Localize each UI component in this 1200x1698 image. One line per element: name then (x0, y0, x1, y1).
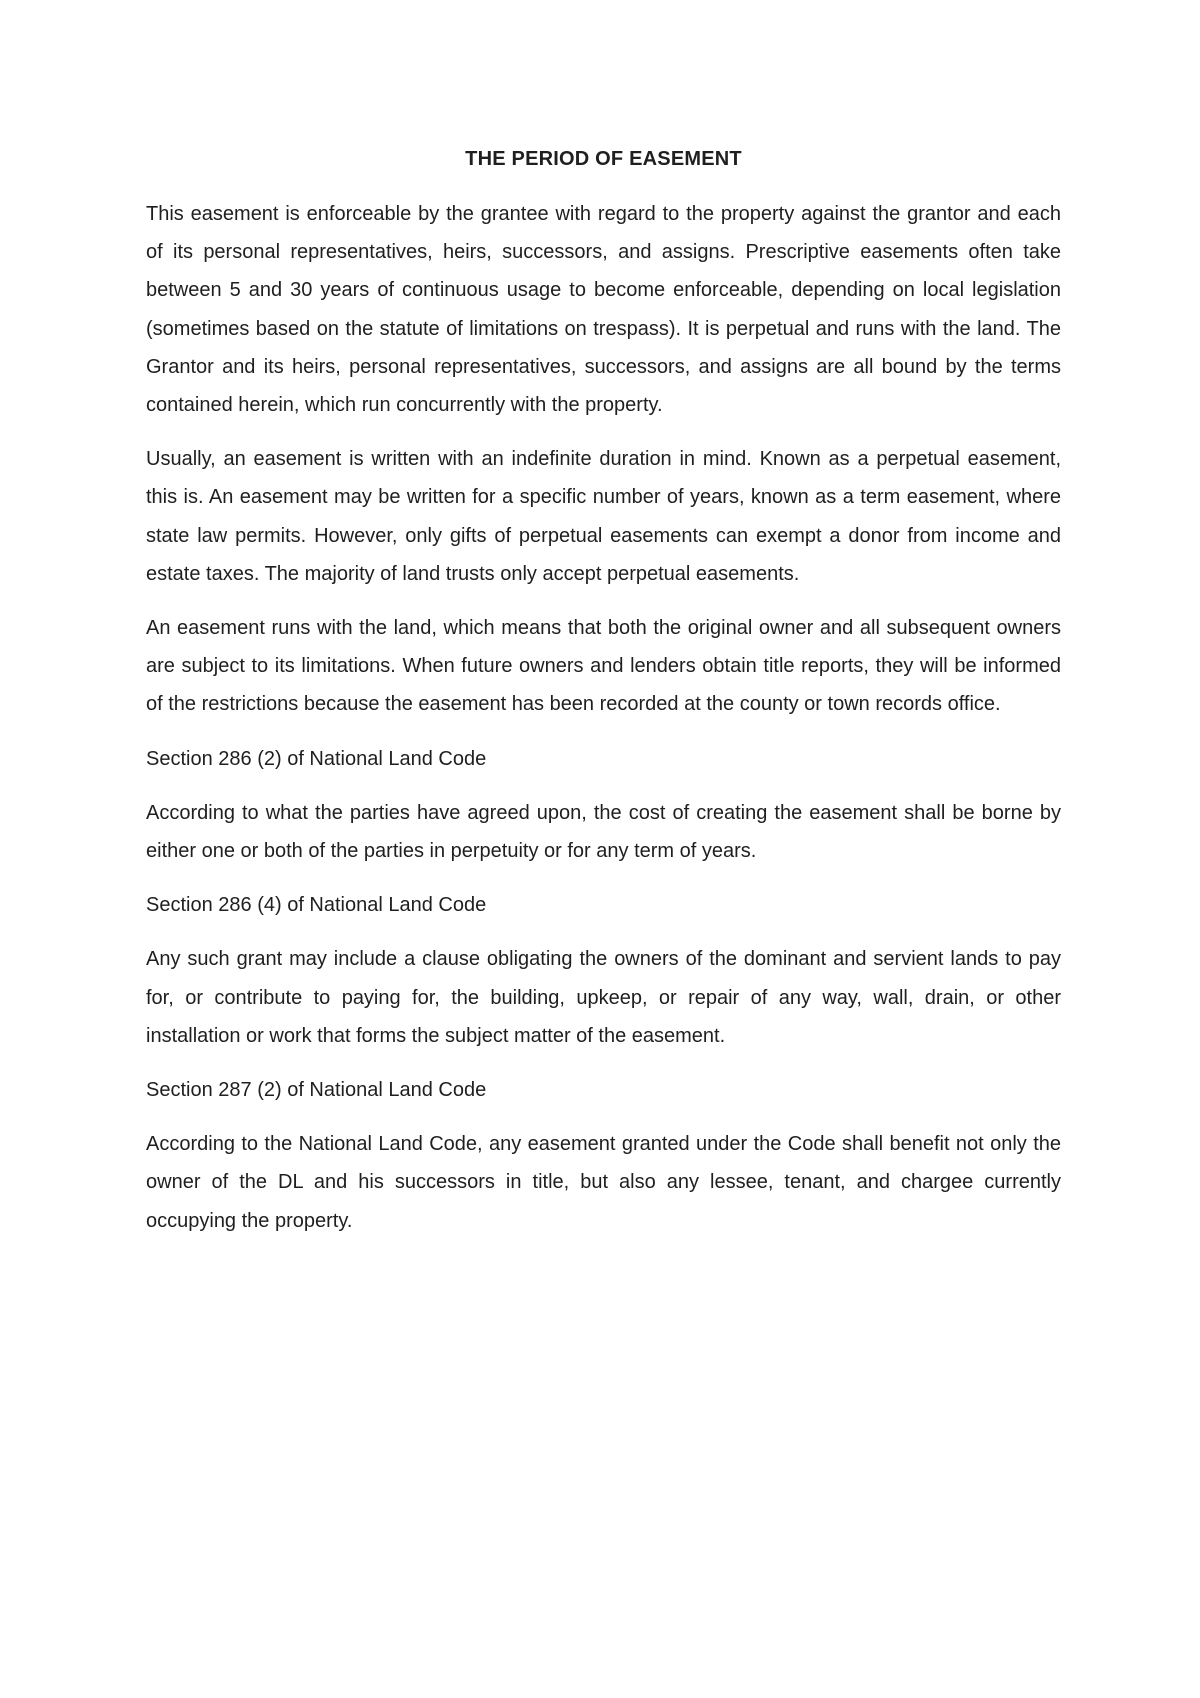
section-text-286-2: According to what the parties have agreed upon, the cost of creating the easement shall be borne by either one or both of the parties in perpetuity or for any term of years. (146, 801, 1061, 863)
document-title: THE PERIOD OF EASEMENT (465, 148, 742, 170)
paragraph-period-of-easement: This easement is enforceable by the grantee with regard to the property against the grantor and each of its personal representatives, heirs, successors, and assigns. Prescriptive easements often take between 5 and 30 years of continuous usage to become enforceable, depending on local legislation (sometimes based on the statute of limitations on trespass). It is perpetual and runs with the land. The Grantor and its heirs, personal representatives, successors, and assigns are all bound by the terms contained herein, which run concurrently with the property. (146, 203, 1061, 417)
section-text-286-4: Any such grant may include a clause obligating the owners of the dominant and servient lands to pay for, or contribute to paying for, the building, upkeep, or repair of any way, wall, drain, or other installation or work that forms the subject matter of the easement. (146, 948, 1061, 1047)
document-page (146, 143, 1061, 1256)
paragraph-runs-with-land: An easement runs with the land, which means that both the original owner and all subsequent owners are subject to its limitations. When future owners and lenders obtain title reports, they will be informed of the restrictions because the easement has been recorded at the county or town records office. (146, 617, 1061, 716)
section-heading-286-4: Section 286 (4) of National Land Code (146, 894, 487, 917)
section-heading-287-2: Section 287 (2) of National Land Code (146, 1079, 487, 1102)
section-heading-286-2: Section 286 (2) of National Land Code (146, 747, 487, 770)
paragraph-perpetual-easement: Usually, an easement is written with an indefinite duration in mind. Known as a perpetual easement, this is. An easement may be written for a specific number of years, known as a term easement, where state law permits. However, only gifts of perpetual easements can exempt a donor from income and estate taxes. The majority of land trusts only accept perpetual easements. (146, 448, 1061, 585)
section-text-287-2: According to the National Land Code, any easement granted under the Code shall benefit not only the owner of the DL and his successors in title, but also any lessee, tenant, and chargee currently occupying the property. (146, 1133, 1061, 1232)
